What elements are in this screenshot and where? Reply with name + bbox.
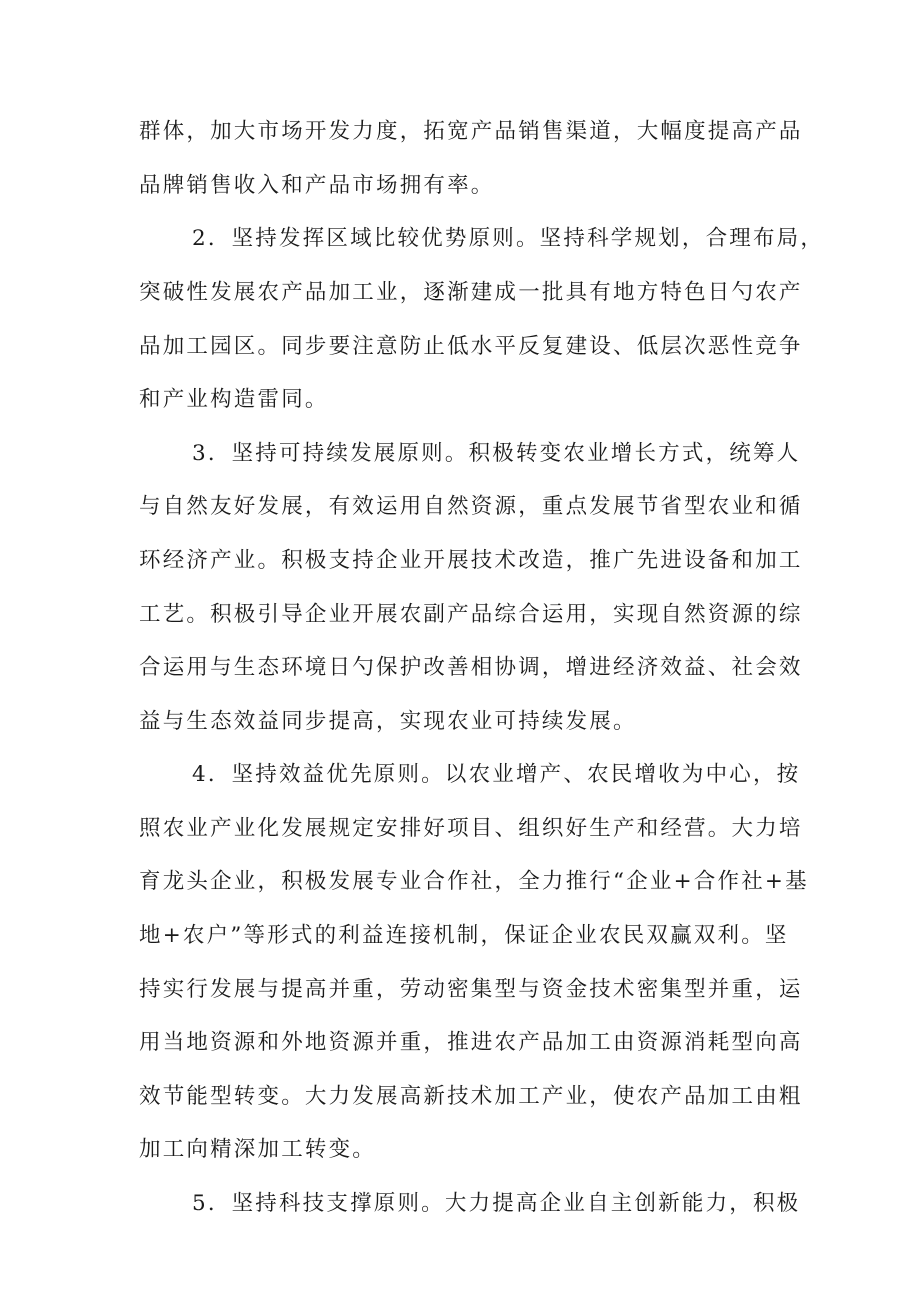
body-text-line: 加工向精深加工转变。 xyxy=(139,1137,377,1162)
body-text-line: 群体，加大市场开发力度，拓宽产品销售渠道，大幅度提高产品 xyxy=(139,119,803,144)
principle-3-heading-line: 3．坚持可持续发展原则。积极转变农业增长方式，统筹人 xyxy=(192,441,801,466)
body-text-line: 地+农户”等形式的利益连接机制，保证企业农民双赢双利。坚 xyxy=(139,923,789,948)
body-text-line: 品加工园区。同步要注意防止低水平反复建设、低层次恶性竞争 xyxy=(139,334,803,359)
body-text-line: 效节能型转变。大力发展高新技术加工产业，使农产品加工由粗 xyxy=(139,1084,803,1109)
body-text-line: 工艺。积极引导企业开展农副产品综合运用，实现自然资源的综 xyxy=(139,602,803,627)
body-text-line: 用当地资源和外地资源并重，推进农产品加工由资源消耗型向高 xyxy=(139,1030,803,1055)
principle-4-heading-line: 4．坚持效益优先原则。以农业增产、农民增收为中心，按 xyxy=(192,762,801,787)
body-text-line: 益与生态效益同步提高，实现农业可持续发展。 xyxy=(139,709,637,734)
principle-2-heading-line: 2．坚持发挥区域比较优势原则。坚持科学规划，合理布局， xyxy=(192,226,825,251)
body-text-line: 突破性发展农产品加工业，逐渐建成一批具有地方特色日勺农产 xyxy=(139,280,803,305)
body-text-line: 与自然友好发展，有效运用自然资源，重点发展节省型农业和循 xyxy=(139,494,803,519)
principle-5-heading-line: 5．坚持科技支撑原则。大力提高企业自主创新能力，积极 xyxy=(192,1191,801,1216)
body-text-line: 育龙头企业，积极发展专业合作社，全力推行“企业+合作社+基 xyxy=(139,869,809,894)
body-text-line: 品牌销售收入和产品市场拥有率。 xyxy=(139,173,495,198)
body-text-line: 持实行发展与提高并重，劳动密集型与资金技术密集型并重，运 xyxy=(139,977,803,1002)
body-text-line: 和产业构造雷同。 xyxy=(139,387,329,412)
body-text-line: 合运用与生态环境日勺保护改善相协调，增进经济效益、社会效 xyxy=(139,655,803,680)
body-text-line: 照农业产业化发展规定安排好项目、组织好生产和经营。大力培 xyxy=(139,816,803,841)
body-text-line: 环经济产业。积极支持企业开展技术改造，推广先进设备和加工 xyxy=(139,548,803,573)
